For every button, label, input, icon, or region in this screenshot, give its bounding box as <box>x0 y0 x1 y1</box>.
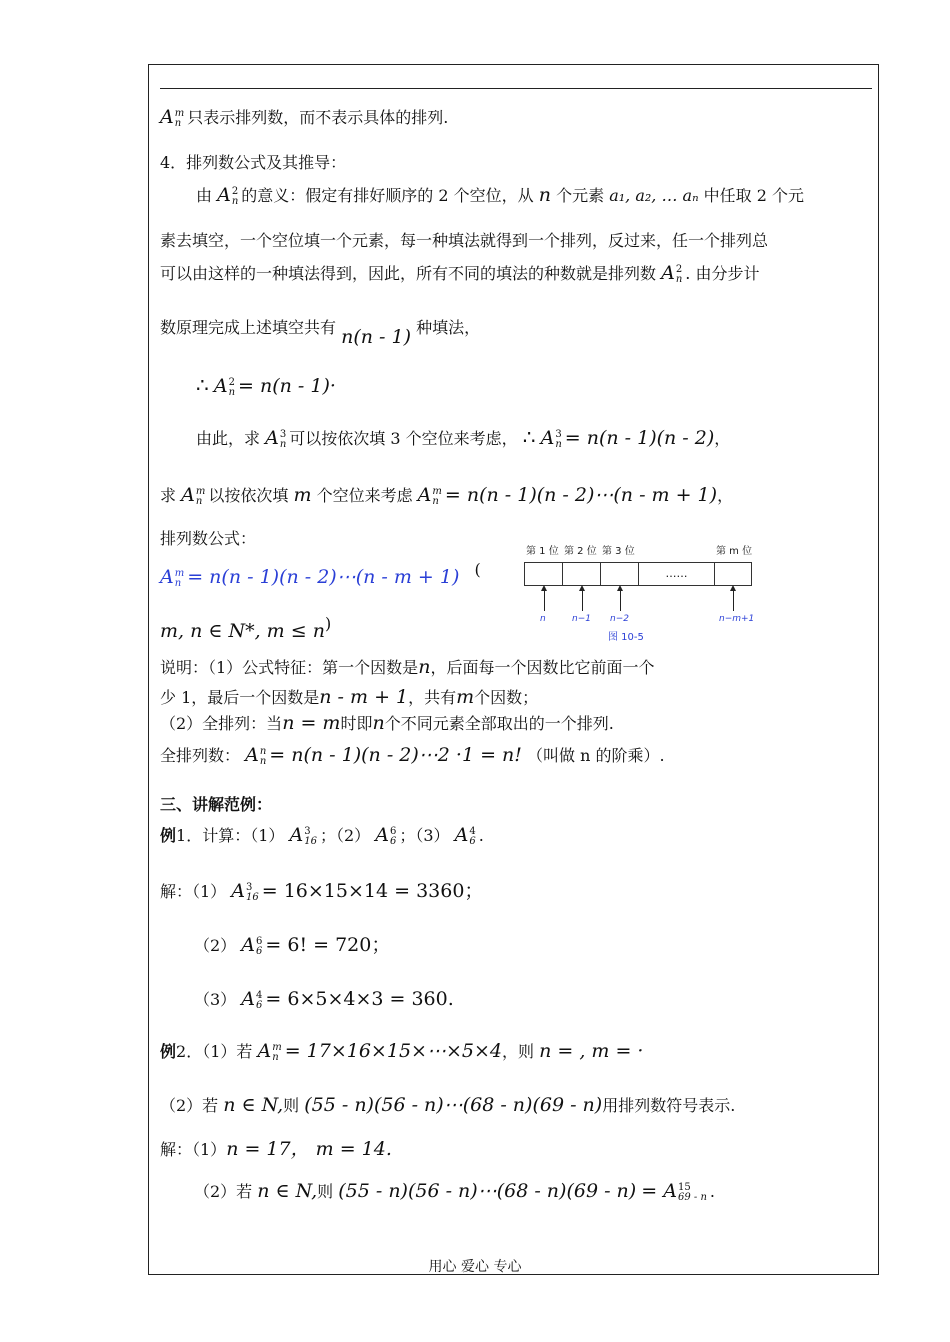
example-2-part-2: （2）若 n ∈ N,则 (55 - n)(56 - n)⋯(68 - n)(69 - n)用排列数符号表示. <box>160 1094 736 1116</box>
derivation-line-3: 可以由这样的一种填法得到，因此，所有不同的填法的种数就是排列数 A 2 n . 由分步计 <box>160 262 760 285</box>
section-4-heading: 4．排列数公式及其推导： <box>160 153 347 172</box>
formula-condition: m, n ∈ N*, m ≤ n) <box>160 614 332 642</box>
position-diagram <box>520 542 760 646</box>
solution-1-3: （3） A 4 6 = 6×5×4×3 = 360. <box>194 988 454 1011</box>
note-line-3: （2）全排列：当n = m时即n个不同元素全部取出的一个排列. <box>160 712 614 734</box>
example-2-part-1: 例2．（1）若 A m n = 17×16×15×⋯×5×4，则 n = , m = · <box>160 1040 644 1063</box>
page-footer: 用心 爱心 专心 <box>428 1259 522 1275</box>
arrow-icon <box>733 589 734 611</box>
diagram-label: 第 1 位 <box>526 546 559 557</box>
diagram-count: n−2 <box>610 614 629 624</box>
diagram-slot <box>714 562 752 586</box>
diagram-count: n <box>540 614 546 624</box>
diagram-label: 第 3 位 <box>602 546 635 557</box>
diagram-caption: 图 10-5 <box>608 632 644 643</box>
solution-1-2: （2） A 6 6 = 6! = 720； <box>194 934 391 957</box>
result-am: 求 A m n 以按依次填 m 个空位来考虑 A m n = n(n - 1)(n - 2)⋯(n - m + 1)， <box>160 484 734 507</box>
diagram-slot <box>600 562 639 586</box>
note-line-1: 说明：（1）公式特征：第一个因数是n，后面每一个因数比它前面一个 <box>160 656 655 678</box>
permutation-formula: A m n = n(n - 1)(n - 2)⋯(n - m + 1) ( <box>160 560 481 589</box>
diagram-label: 第 m 位 <box>716 546 753 557</box>
arrow-icon <box>544 589 545 611</box>
diagram-slot: …… <box>638 562 715 586</box>
diagram-label: 第 2 位 <box>564 546 597 557</box>
section-3-heading: 三、讲解范例： <box>160 795 273 814</box>
solution-2-2: （2）若 n ∈ N,则 (55 - n)(56 - n)⋯(68 - n)(69 - n) = A 15 69 - n . <box>194 1180 715 1203</box>
text: 只表示排列数，而不表示具体的排列. <box>187 108 449 127</box>
diagram-count: n−m+1 <box>719 614 755 624</box>
solution-2-1: 解：（1）n = 17， m = 14. <box>160 1138 392 1160</box>
arrow-icon <box>582 589 583 611</box>
top-rule <box>160 88 872 89</box>
derivation-line-4: 数原理完成上述填空共有 n(n - 1) 种填法， <box>160 318 481 348</box>
derivation-line-1: 由 A 2 n 的意义：假定有排好顺序的 2 个空位，从 n 个元素 a₁, a₂, … aₙ 中任取 2 个元 <box>196 184 805 207</box>
derivation-line-2: 素去填空，一个空位填一个元素，每一种填法就得到一个排列，反过来，任一个排列总 <box>160 231 769 250</box>
arrow-icon <box>620 589 621 611</box>
full-permutation: 全排列数： A n n = n(n - 1)(n - 2)⋯2 ·1 = n! （叫做 n 的阶乘）. <box>160 744 665 767</box>
diagram-count: n−1 <box>572 614 591 624</box>
result-a2: ∴ A 2 n = n(n - 1)· <box>196 373 336 398</box>
result-a3: 由此，求 A 3 n 可以按依次填 3 个空位来考虑， ∴ A 3 n = n(n - 1)(n - 2)， <box>196 425 731 450</box>
note-line-2: 少 1，最后一个因数是n - m + 1，共有m个因数； <box>160 686 539 708</box>
diagram-slot <box>524 562 563 586</box>
formula-heading: 排列数公式： <box>160 529 257 548</box>
diagram-slot <box>562 562 601 586</box>
line-1: A m n 只表示排列数，而不表示具体的排列. <box>160 106 449 129</box>
example-1: 例1．计算：（1） A 3 16 ；（2） A 6 6 ；（3） A 4 6 . <box>160 824 484 847</box>
solution-1-1: 解：（1） A 3 16 = 16×15×14 = 3360； <box>160 880 484 903</box>
